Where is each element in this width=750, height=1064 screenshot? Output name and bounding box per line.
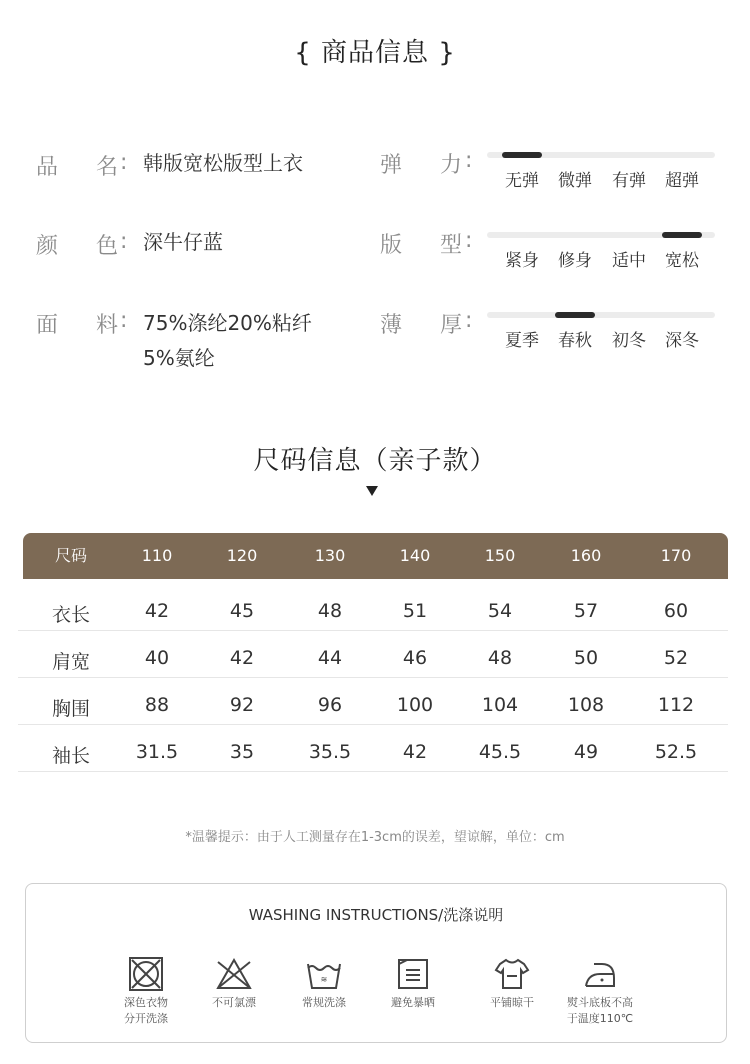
fabric-label-char2: 料 [96, 313, 119, 338]
product-color-value: 深牛仔蓝 [143, 230, 223, 254]
shade-dry-icon [393, 954, 433, 994]
washing-label [560, 995, 640, 1027]
size-info-title: 尺码信息（亲子款） [253, 446, 497, 476]
washing-label-line1: 深色衣物 [124, 996, 168, 1009]
table-cell: 35.5 [308, 741, 352, 763]
scale-track [487, 312, 715, 318]
scale-option: 宽松 [665, 251, 699, 271]
row-label: 肩宽 [51, 651, 90, 673]
size-table-header [23, 533, 728, 579]
scale-option: 超弹 [665, 171, 699, 191]
scale-track [487, 152, 715, 158]
table-cell: 49 [573, 741, 599, 763]
fabric-label-char1: 面 [36, 313, 59, 338]
table-cell: 60 [663, 600, 689, 622]
table-cell: 100 [396, 694, 434, 716]
scale-label-char2: 力 [440, 153, 463, 178]
scale-option: 初冬 [612, 331, 646, 351]
table-cell: 48 [317, 600, 343, 622]
table-cell: 45 [229, 600, 255, 622]
washing-label [194, 995, 274, 1011]
scale-option: 修身 [558, 251, 592, 271]
table-cell: 42 [144, 600, 170, 622]
product-info-title: { 商品信息 } [294, 38, 456, 68]
table-cell: 45.5 [478, 741, 522, 763]
no-bleach-icon [214, 954, 254, 994]
table-cell: 92 [229, 694, 255, 716]
table-cell: 31.5 [135, 741, 179, 763]
row-divider [18, 771, 728, 772]
table-header-cell: 130 [314, 546, 346, 565]
scale-option: 夏季 [505, 331, 539, 351]
washing-label-line1: 熨斗底板不高 [567, 996, 633, 1009]
table-header-cell: 120 [226, 546, 258, 565]
fabric-colon: : [120, 308, 128, 333]
table-cell: 54 [487, 600, 513, 622]
table-cell: 96 [317, 694, 343, 716]
table-header-cell: 160 [570, 546, 602, 565]
washing-label-line1: 常规洗涤 [302, 996, 346, 1009]
no-tumble-dry-icon [126, 954, 166, 994]
scale-label-char2: 厚 [440, 313, 463, 338]
table-cell: 104 [481, 694, 519, 716]
table-cell: 52 [663, 647, 689, 669]
table-header-cell: 140 [399, 546, 431, 565]
scale-indicator [502, 152, 542, 158]
washing-label-line1: 不可氯漂 [212, 996, 256, 1009]
row-divider [18, 724, 728, 725]
washing-label-line1: 避免暴晒 [391, 996, 435, 1009]
product-name-value: 韩版宽松版型上衣 [143, 151, 303, 175]
table-cell: 108 [567, 694, 605, 716]
scale-colon: : [465, 308, 473, 333]
washing-title: WASHING INSTRUCTIONS/洗涤说明 [248, 906, 504, 924]
arrow-down-icon [366, 486, 378, 496]
table-cell: 112 [657, 694, 695, 716]
table-cell: 88 [144, 694, 170, 716]
table-header-cell: 110 [141, 546, 173, 565]
scale-track [487, 232, 715, 238]
washing-label [472, 995, 552, 1011]
scale-option: 春秋 [558, 331, 592, 351]
color-colon: : [120, 229, 128, 254]
washing-label [284, 995, 364, 1011]
scale-colon: : [465, 228, 473, 253]
table-cell: 57 [573, 600, 599, 622]
scale-label-char1: 薄 [380, 313, 403, 338]
scale-option: 紧身 [505, 251, 539, 271]
name-colon: : [120, 150, 128, 175]
scale-option: 深冬 [665, 331, 699, 351]
name-label-char1: 品 [36, 155, 59, 180]
washing-label-line2: 分开洗涤 [124, 1012, 168, 1025]
row-label: 衣长 [51, 604, 90, 626]
row-label: 袖长 [51, 745, 90, 767]
measurement-note: *温馨提示：由于人工测量存在1-3cm的误差，望谅解，单位：cm [185, 830, 565, 845]
table-cell: 44 [317, 647, 343, 669]
color-label-char2: 色 [96, 234, 119, 259]
svg-text:≋: ≋ [320, 975, 328, 984]
washing-label-line1: 平铺晾干 [490, 996, 534, 1009]
scale-label-char2: 型 [440, 233, 463, 258]
product-fabric-value-line1: 75%涤纶20%粘纤 [143, 311, 312, 335]
table-cell: 40 [144, 647, 170, 669]
scale-label-char1: 弹 [380, 153, 403, 178]
scale-option: 微弹 [558, 171, 592, 191]
table-header-cell: 尺码 [54, 546, 87, 565]
table-header-cell: 170 [660, 546, 692, 565]
table-header-cell: 150 [484, 546, 516, 565]
washing-instructions-panel [25, 883, 727, 1043]
table-cell: 42 [229, 647, 255, 669]
name-label-char2: 名 [96, 155, 119, 180]
scale-option: 适中 [612, 251, 646, 271]
flat-dry-icon [492, 954, 532, 994]
row-label: 胸围 [51, 698, 90, 720]
washing-label [373, 995, 453, 1011]
table-cell: 35 [229, 741, 255, 763]
scale-option: 无弹 [505, 171, 539, 191]
scale-indicator [662, 232, 702, 238]
table-cell: 42 [402, 741, 428, 763]
washing-label-line2: 于温度110℃ [566, 1012, 634, 1025]
table-cell: 46 [402, 647, 428, 669]
product-fabric-value-line2: 5%氨纶 [143, 346, 215, 370]
scale-colon: : [465, 148, 473, 173]
iron-icon [580, 954, 620, 994]
scale-option: 有弹 [612, 171, 646, 191]
row-divider [18, 630, 728, 631]
row-divider [18, 677, 728, 678]
wash-tub-icon [304, 954, 344, 994]
table-cell: 50 [573, 647, 599, 669]
table-cell: 52.5 [654, 741, 698, 763]
scale-indicator [555, 312, 595, 318]
table-cell: 48 [487, 647, 513, 669]
scale-label-char1: 版 [380, 233, 403, 258]
color-label-char1: 颜 [36, 234, 59, 259]
washing-label [106, 995, 186, 1027]
table-cell: 51 [402, 600, 428, 622]
